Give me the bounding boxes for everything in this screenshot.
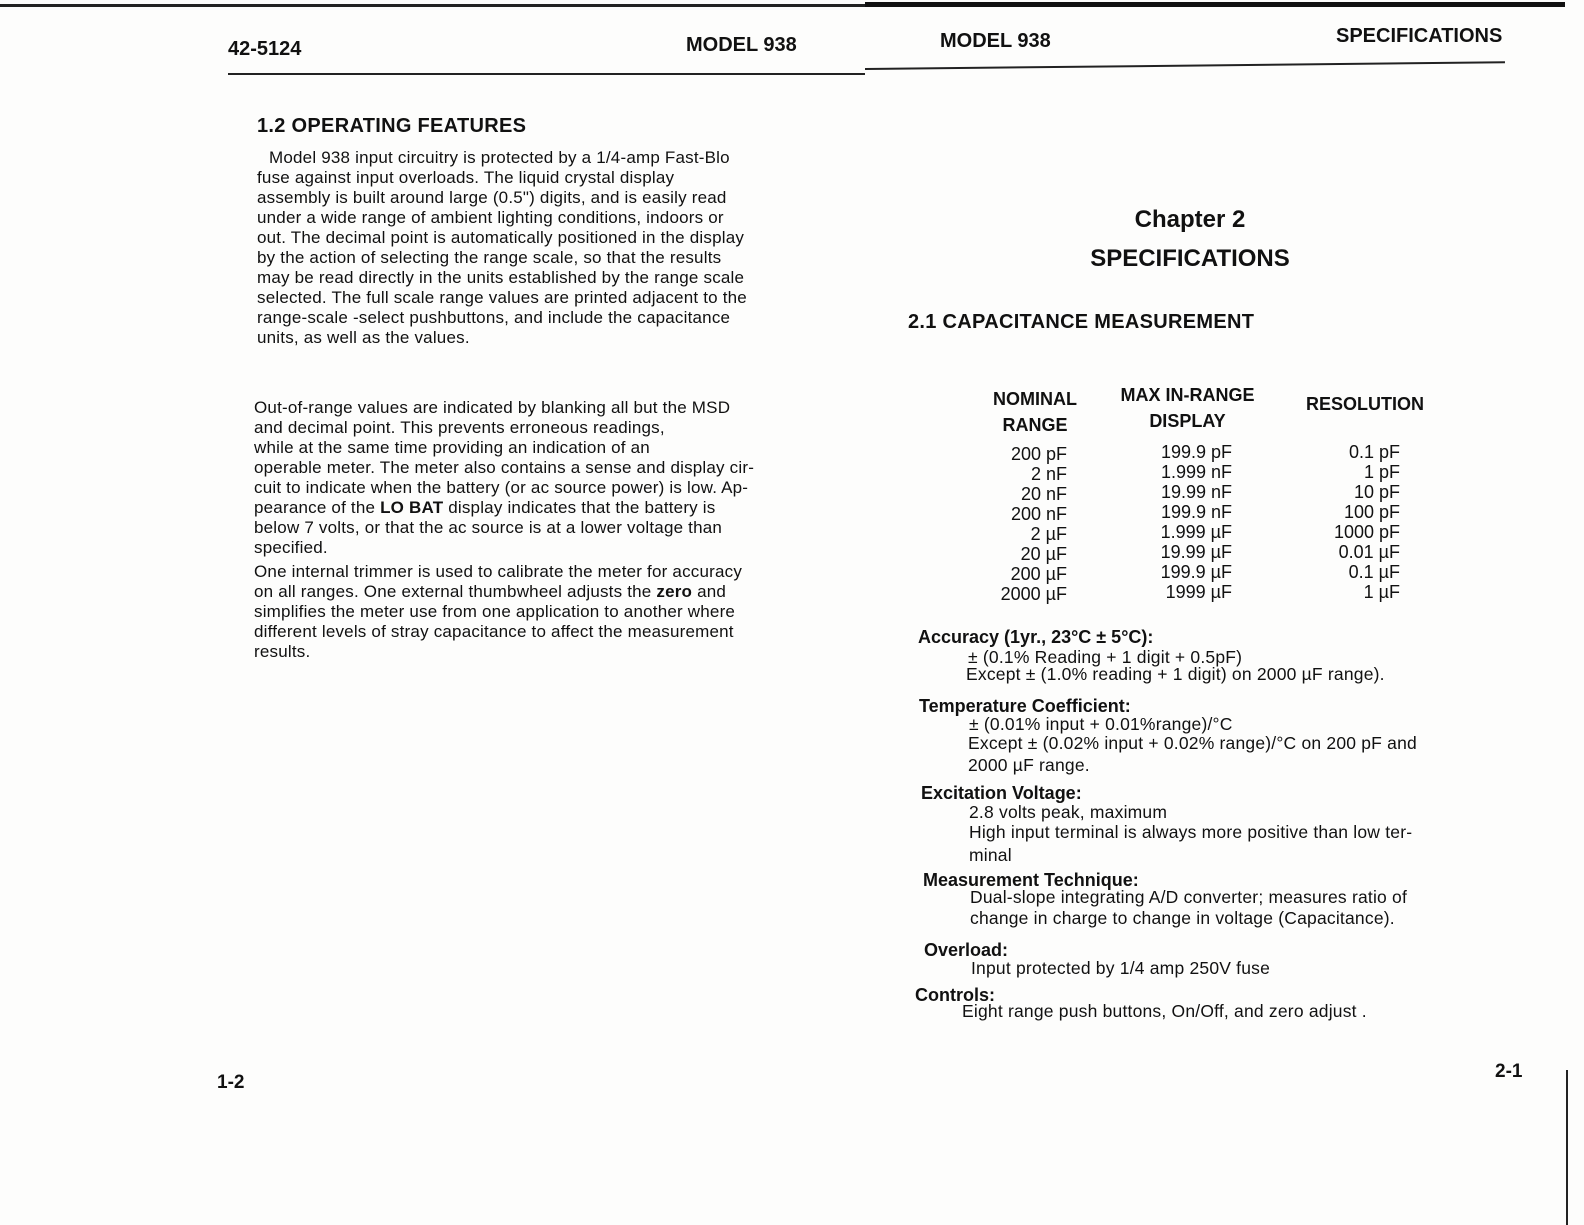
paragraph-1-line: out. The decimal point is automatically positioned in the display [257, 228, 745, 247]
header-resolution: RESOLUTION [1305, 394, 1424, 414]
paragraph-3-line [254, 582, 844, 602]
spec-accuracy-line: ± (0.1% Reading + 1 digit + 0.5pF) [968, 647, 1243, 667]
paragraph-2 [254, 398, 844, 558]
chapter-title: SPECIFICATIONS [1090, 245, 1290, 272]
doc-number: 42-5124 [228, 38, 302, 60]
table-cell-resolution: 1 pF [1363, 462, 1400, 482]
paragraph-2-line: cuit to indicate when the battery (or ac source power) is low. Ap- [254, 478, 749, 497]
paragraph-2-line: operable meter. The meter also contains a sense and display cir- [254, 458, 755, 477]
zero-label: zero [656, 582, 693, 601]
paragraph-2-line: below 7 volts, or that the ac source is at a lower voltage than [254, 518, 723, 537]
header-display: DISPLAY [1149, 411, 1226, 431]
right-page-number: 2-1 [1495, 1061, 1523, 1082]
spec-excitation-label: Excitation Voltage: [921, 783, 1082, 803]
max-display-column [1130, 442, 1232, 602]
spec-technique-line: change in charge to change in voltage (Capacitance). [970, 908, 1395, 928]
table-cell-resolution: 10 pF [1353, 482, 1400, 502]
table-cell-max: 199.9 nF [1160, 502, 1232, 522]
table-cell-resolution: 0.01 µF [1338, 542, 1400, 562]
paragraph-1 [257, 148, 847, 348]
table-cell-max: 199.9 µF [1160, 562, 1232, 582]
header-max-in-range: MAX IN-RANGE [1120, 385, 1255, 405]
spec-tempco-line: 2000 µF range. [968, 755, 1090, 775]
table-cell-range: 200 nF [1010, 504, 1067, 524]
paragraph-2-line [254, 498, 844, 518]
paragraph-1-line: selected. The full scale range values are printed adjacent to the [257, 288, 747, 307]
paragraph-1-line: fuse against input overloads. The liquid crystal display [257, 168, 675, 187]
spec-accuracy-line: Except ± (1.0% reading + 1 digit) on 2000 µF range). [966, 664, 1385, 684]
zero-post: and [692, 582, 727, 601]
table-cell-max: 1999 µF [1165, 582, 1232, 602]
lo-bat-label: LO BAT [380, 498, 444, 517]
table-cell-resolution: 0.1 µF [1348, 562, 1400, 582]
paragraph-1-line: assembly is built around large (0.5") digits, and is easily read [257, 188, 727, 207]
table-cell-range: 200 pF [1010, 444, 1067, 464]
spec-excitation-line: minal [969, 845, 1012, 865]
table-cell-range: 20 µF [1020, 544, 1067, 564]
lo-bat-post: display indicates that the battery is [443, 498, 716, 517]
right-header-rule [865, 61, 1505, 70]
table-cell-resolution: 1000 pF [1333, 522, 1400, 542]
top-edge-left [0, 4, 865, 7]
left-header-rule [228, 73, 865, 75]
table-cell-resolution: 1 µF [1363, 582, 1400, 602]
paragraph-3-line: results. [254, 642, 311, 661]
header-nominal: NOMINAL [993, 389, 1077, 409]
paragraph-3-line: One internal trimmer is used to calibrate the meter for accuracy [254, 562, 743, 581]
paragraph-1-line: range-scale -select pushbuttons, and include the capacitance [257, 308, 731, 327]
right-edge [1566, 1070, 1568, 1225]
spec-technique-line: Dual-slope integrating A/D converter; measures ratio of [970, 887, 1408, 907]
spec-controls-line: Eight range push buttons, On/Off, and zero adjust . [962, 1001, 1367, 1021]
table-cell-max: 1.999 nF [1160, 462, 1232, 482]
spec-excitation-line: 2.8 volts peak, maximum [969, 802, 1168, 822]
resolution-column [1310, 442, 1400, 602]
spec-controls-label: Controls: [915, 985, 995, 1005]
spec-tempco-line: ± (0.01% input + 0.01%range)/°C [969, 714, 1233, 734]
paragraph-3-line: different levels of stray capacitance to affect the measurement [254, 622, 734, 641]
table-cell-max: 19.99 nF [1160, 482, 1232, 502]
left-header-model: MODEL 938 [686, 34, 797, 56]
section-title-operating-features: 1.2 OPERATING FEATURES [257, 115, 527, 137]
paragraph-2-line: and decimal point. This prevents erroneous readings, [254, 418, 665, 437]
lo-bat-pre: pearance of the [254, 498, 381, 517]
spec-excitation-line: High input terminal is always more positive than low ter- [969, 822, 1413, 842]
spec-accuracy-label: Accuracy (1yr., 23°C ± 5°C): [918, 627, 1154, 647]
header-max-display [1110, 382, 1265, 434]
spec-overload-line: Input protected by 1/4 amp 250V fuse [971, 958, 1271, 978]
top-edge-right [865, 2, 1565, 7]
paragraph-2-line: specified. [254, 538, 328, 557]
paragraph-1-line: may be read directly in the units established by the range scale [257, 268, 745, 287]
spec-tempco-label: Temperature Coefficient: [919, 696, 1131, 716]
table-cell-max: 19.99 µF [1160, 542, 1232, 562]
paragraph-1-line: Model 938 input circuitry is protected by a 1/4-amp Fast-Blo [269, 148, 730, 167]
paragraph-1-line: under a wide range of ambient lighting conditions, indoors or [257, 208, 724, 227]
spec-technique-label: Measurement Technique: [923, 870, 1139, 890]
header-nominal-range [985, 386, 1085, 438]
table-cell-resolution: 0.1 pF [1348, 442, 1400, 462]
table-cell-resolution: 100 pF [1343, 502, 1400, 522]
table-cell-range: 2 µF [1030, 524, 1067, 544]
range-column [985, 444, 1067, 604]
header-range: RANGE [1002, 415, 1068, 435]
table-cell-range: 2 nF [1030, 464, 1067, 484]
left-page-number: 1-2 [217, 1072, 245, 1093]
section-title-capacitance: 2.1 CAPACITANCE MEASUREMENT [908, 311, 1255, 333]
paragraph-2-line: Out-of-range values are indicated by blanking all but the MSD [254, 398, 731, 417]
paragraph-3 [254, 562, 844, 662]
paragraph-1-line: units, as well as the values. [257, 328, 470, 347]
paragraph-1-line: by the action of selecting the range scale, so that the results [257, 248, 722, 267]
zero-pre: on all ranges. One external thumbwheel adjusts the [254, 582, 657, 601]
right-header-model: MODEL 938 [940, 30, 1051, 52]
paragraph-3-line: simplifies the meter use from one application to another where [254, 602, 736, 621]
table-cell-max: 199.9 pF [1160, 442, 1232, 462]
table-cell-range: 20 nF [1020, 484, 1067, 504]
table-cell-max: 1.999 µF [1160, 522, 1232, 542]
right-header-section: SPECIFICATIONS [1336, 25, 1503, 47]
table-cell-range: 200 µF [1010, 564, 1067, 584]
spec-tempco-line: Except ± (0.02% input + 0.02% range)/°C on 200 pF and [968, 733, 1417, 753]
chapter-number: Chapter 2 [1134, 206, 1246, 233]
table-cell-range: 2000 µF [1000, 584, 1067, 604]
paragraph-2-line: while at the same time providing an indication of an [254, 438, 650, 457]
spec-overload-label: Overload: [924, 940, 1009, 960]
